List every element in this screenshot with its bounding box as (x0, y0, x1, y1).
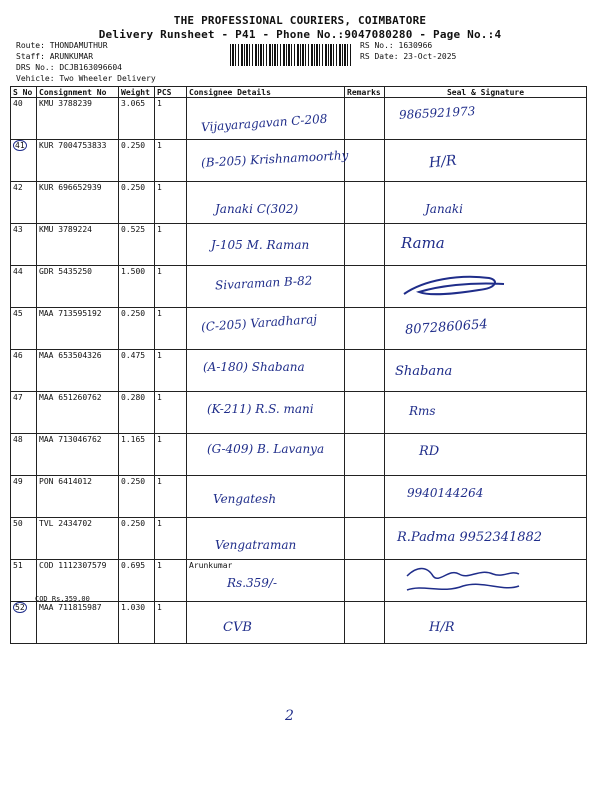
weight-cell: 0.250 (119, 308, 155, 350)
consignee-cell (187, 518, 345, 560)
remarks-cell (345, 308, 385, 350)
pcs-cell: 1 (155, 98, 187, 140)
col-header-signature: Seal & Signature (385, 87, 587, 98)
remarks-cell (345, 182, 385, 224)
sno-cell: 48 (11, 434, 37, 476)
handwritten-signature: Janaki (425, 202, 463, 216)
remarks-cell (345, 602, 385, 644)
table-row (11, 350, 587, 392)
sno-circled: 52 (15, 603, 25, 612)
cod-amount: COD Rs.359.00 (35, 595, 90, 603)
handwritten-signature: 9940144264 (407, 486, 484, 500)
col-header-pcs: PCS (155, 87, 187, 98)
handwritten-consignee: J-105 M. Raman (211, 238, 310, 252)
handwritten-signature: R.Padma 9952341882 (397, 530, 543, 545)
handwritten-signature: 9865921973 (398, 104, 476, 122)
pcs-cell: 1 (155, 560, 187, 602)
consignment-cell (37, 560, 119, 602)
consignment-cell: MAA 711815987 (37, 602, 119, 644)
remarks-cell (345, 98, 385, 140)
remarks-cell (345, 140, 385, 182)
col-header-remarks: Remarks (345, 87, 385, 98)
signature-cell (385, 350, 587, 392)
pcs-cell: 1 (155, 266, 187, 308)
consignment-cell: TVL 2434702 (37, 518, 119, 560)
signature-cell (385, 560, 587, 602)
pcs-cell: 1 (155, 476, 187, 518)
handwritten-signature: H/R (428, 152, 458, 172)
signature-cell (385, 434, 587, 476)
rs-number: RS No.: 1630966 (360, 41, 433, 50)
table-row (11, 518, 587, 560)
consignment-cell: PON 6414012 (37, 476, 119, 518)
table-row (11, 140, 587, 182)
signature-cell (385, 98, 587, 140)
pcs-cell: 1 (155, 518, 187, 560)
weight-cell: 1.030 (119, 602, 155, 644)
remarks-cell (345, 266, 385, 308)
consignee-cell (187, 266, 345, 308)
consignee-cell (187, 560, 345, 602)
weight-cell: 0.250 (119, 140, 155, 182)
consignee-cell (187, 602, 345, 644)
signature-cell (385, 140, 587, 182)
pcs-cell: 1 (155, 602, 187, 644)
pcs-cell: 1 (155, 350, 187, 392)
handwritten-consignee: Rs.359/- (227, 576, 278, 590)
consignee-cell (187, 392, 345, 434)
signature-cell (385, 392, 587, 434)
vehicle-label: Vehicle: Two Wheeler Delivery (16, 74, 156, 83)
handwritten-signature: H/R (429, 620, 455, 635)
col-header-weight: Weight (119, 87, 155, 98)
weight-cell: 0.280 (119, 392, 155, 434)
table-row (11, 266, 587, 308)
col-header-sno: S No (11, 87, 37, 98)
consignee-cell (187, 224, 345, 266)
table-row (11, 476, 587, 518)
weight-cell: 0.475 (119, 350, 155, 392)
consignment-cell: GDR 5435250 (37, 266, 119, 308)
drs-label: DRS No.: DCJB163096604 (16, 63, 122, 72)
consignee-cell (187, 476, 345, 518)
handwritten-consignee: Janaki C(302) (215, 202, 299, 216)
handwritten-page-mark: 2 (285, 708, 294, 724)
remarks-cell (345, 476, 385, 518)
pcs-cell: 1 (155, 140, 187, 182)
consignment-cell: MAA 653504326 (37, 350, 119, 392)
weight-cell: 0.250 (119, 182, 155, 224)
weight-cell: 3.065 (119, 98, 155, 140)
consignee-cell (187, 98, 345, 140)
consignee-cell (187, 434, 345, 476)
col-header-consignment: Consignment No (37, 87, 119, 98)
sno-circled: 41 (15, 141, 25, 150)
pcs-cell: 1 (155, 308, 187, 350)
handwritten-consignee: Sivaraman B-82 (214, 273, 313, 293)
handwritten-consignee: (A-180) Shabana (203, 360, 305, 374)
table-row (11, 392, 587, 434)
consignment-cell: MAA 713595192 (37, 308, 119, 350)
handwritten-consignee: (G-409) B. Lavanya (207, 442, 325, 456)
handwritten-consignee: CVB (223, 620, 252, 635)
barcode (230, 44, 352, 66)
remarks-cell (345, 560, 385, 602)
runsheet-table (10, 86, 587, 644)
signature-scribble (399, 270, 509, 300)
signature-cell (385, 224, 587, 266)
handwritten-consignee: Vijayaragavan C-208 (200, 111, 328, 135)
consignee-name: Arunkumar (189, 561, 233, 570)
consignment-cell: KMU 3789224 (37, 224, 119, 266)
signature-cell (385, 266, 587, 308)
pcs-cell: 1 (155, 224, 187, 266)
remarks-cell (345, 434, 385, 476)
pcs-cell: 1 (155, 182, 187, 224)
consignee-cell (187, 182, 345, 224)
consignment-cell: KMU 3788239 (37, 98, 119, 140)
table-row (11, 224, 587, 266)
sno-cell (11, 602, 37, 644)
runsheet-title: THE PROFESSIONAL COURIERS, COIMBATORE (173, 14, 427, 27)
remarks-cell (345, 224, 385, 266)
signature-cell (385, 602, 587, 644)
sno-cell: 44 (11, 266, 37, 308)
sno-cell: 45 (11, 308, 37, 350)
route-label: Route: THONDAMUTHUR (16, 41, 108, 50)
signature-cell (385, 182, 587, 224)
sno-cell (11, 140, 37, 182)
signature-cell (385, 308, 587, 350)
consignment-number: COD 1112307579 (39, 561, 107, 570)
handwritten-signature: Rama (401, 234, 445, 252)
rs-date: RS Date: 23-Oct-2025 (360, 52, 457, 61)
consignment-cell: KUR 7004753833 (37, 140, 119, 182)
runsheet-subtitle: Delivery Runsheet - P41 - Phone No.:9047080280 - Page No.:4 (98, 28, 502, 41)
consignee-cell (187, 308, 345, 350)
sno-cell: 46 (11, 350, 37, 392)
weight-cell: 1.500 (119, 266, 155, 308)
col-header-consignee: Consignee Details (187, 87, 345, 98)
weight-cell: 1.165 (119, 434, 155, 476)
handwritten-signature: 8072860654 (404, 317, 489, 338)
pcs-cell: 1 (155, 434, 187, 476)
table-row (11, 182, 587, 224)
staff-label: Staff: ARUNKUMAR (16, 52, 94, 61)
remarks-cell (345, 350, 385, 392)
handwritten-consignee: (K-211) R.S. mani (207, 402, 314, 416)
weight-cell: 0.695 (119, 560, 155, 602)
sno-cell: 51 (11, 560, 37, 602)
table-row (11, 560, 587, 602)
signature-cell (385, 476, 587, 518)
table-row (11, 308, 587, 350)
weight-cell: 0.250 (119, 476, 155, 518)
signature-cell (385, 518, 587, 560)
consignee-cell (187, 350, 345, 392)
weight-cell: 0.250 (119, 518, 155, 560)
remarks-cell (345, 392, 385, 434)
handwritten-consignee: (B-205) Krishnamoorthy (200, 148, 349, 170)
handwritten-signature: RD (419, 444, 440, 459)
sno-cell: 50 (11, 518, 37, 560)
consignment-cell: KUR 696652939 (37, 182, 119, 224)
consignment-cell: MAA 713046762 (37, 434, 119, 476)
handwritten-consignee: Vengatraman (215, 538, 297, 552)
table-row (11, 602, 587, 644)
handwritten-consignee: (C-205) Varadharaj (200, 311, 318, 335)
sno-cell: 42 (11, 182, 37, 224)
sno-cell: 40 (11, 98, 37, 140)
consignment-cell: MAA 651260762 (37, 392, 119, 434)
pcs-cell: 1 (155, 392, 187, 434)
handwritten-signature: Shabana (395, 364, 453, 379)
sno-cell: 47 (11, 392, 37, 434)
consignee-cell (187, 140, 349, 182)
sno-cell: 49 (11, 476, 37, 518)
weight-cell: 0.525 (119, 224, 155, 266)
handwritten-consignee: Vengatesh (213, 492, 277, 506)
signature-scribble (403, 564, 523, 596)
remarks-cell (345, 518, 385, 560)
handwritten-signature: Rms (409, 404, 436, 418)
table-row (11, 98, 587, 140)
sno-cell: 43 (11, 224, 37, 266)
table-row (11, 434, 587, 476)
